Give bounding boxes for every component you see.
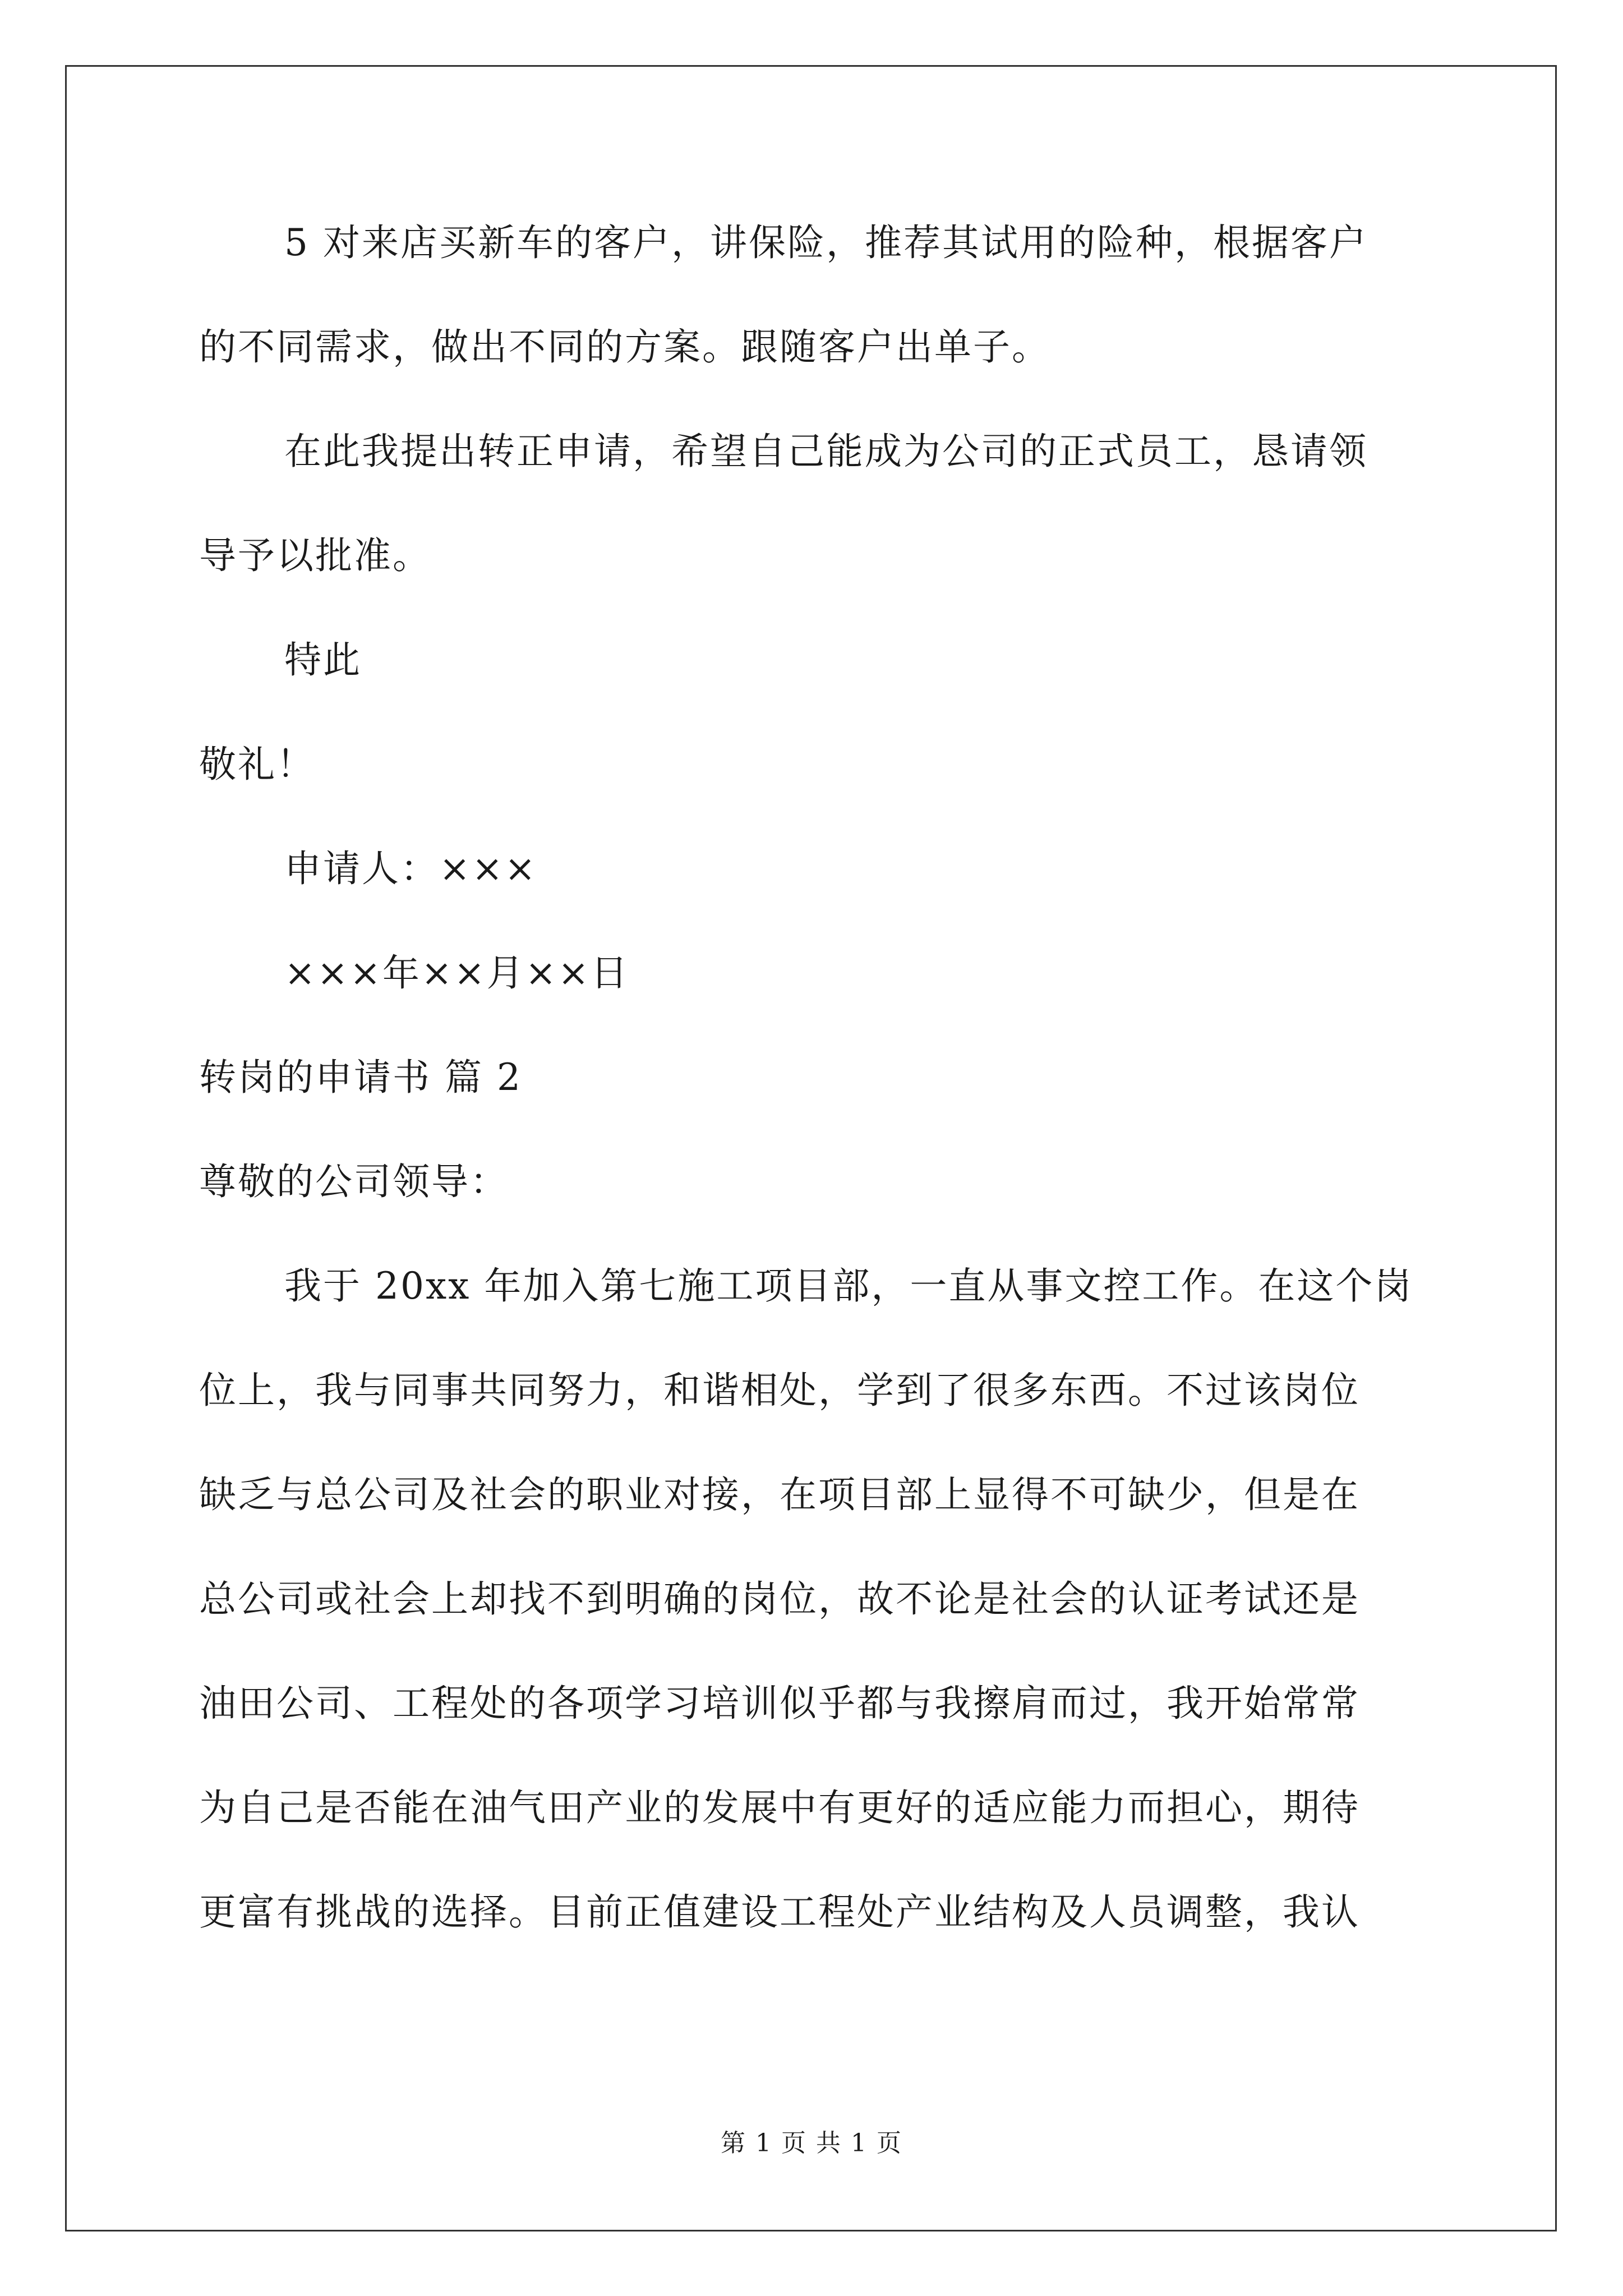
paragraph-line: 总公司或社会上却找不到明确的岗位，故不论是社会的认证考试还是	[199, 1577, 1360, 1621]
closing-phrase: 特此	[284, 638, 362, 682]
application-date: ×××年××月××日	[284, 951, 630, 995]
paragraph-line: 我于 20xx 年加入第七施工项目部，一直从事文控工作。在这个岗	[284, 1264, 1413, 1308]
paragraph-line: 在此我提出转正申请，希望自己能成为公司的正式员工，恳请领	[284, 430, 1368, 473]
section-heading: 转岗的申请书 篇 2	[199, 1056, 522, 1099]
salutation: 敬礼！	[199, 743, 315, 786]
paragraph-line: 位上，我与同事共同努力，和谐相处，学到了很多东西。不过该岗位	[199, 1369, 1360, 1412]
greeting: 尊敬的公司领导：	[199, 1160, 509, 1203]
applicant-name: 申请人：×××	[284, 847, 537, 890]
paragraph-line: 5 对来店买新车的客户，讲保险，推荐其试用的险种，根据客户	[284, 221, 1368, 264]
paragraph-line: 为自己是否能在油气田产业的发展中有更好的适应能力而担心，期待	[199, 1786, 1360, 1829]
paragraph-line: 更富有挑战的选择。目前正值建设工程处产业结构及人员调整，我认	[199, 1890, 1360, 1934]
paragraph-line: 缺乏与总公司及社会的职业对接，在项目部上显得不可缺少，但是在	[199, 1473, 1360, 1516]
paragraph-line: 的不同需求，做出不同的方案。跟随客户出单子。	[199, 325, 1050, 369]
paragraph-line: 油田公司、工程处的各项学习培训似乎都与我擦肩而过，我开始常常	[199, 1682, 1360, 1725]
paragraph-line: 导予以批准。	[199, 534, 431, 577]
page-footer: 第 1 页 共 1 页	[721, 2129, 902, 2157]
